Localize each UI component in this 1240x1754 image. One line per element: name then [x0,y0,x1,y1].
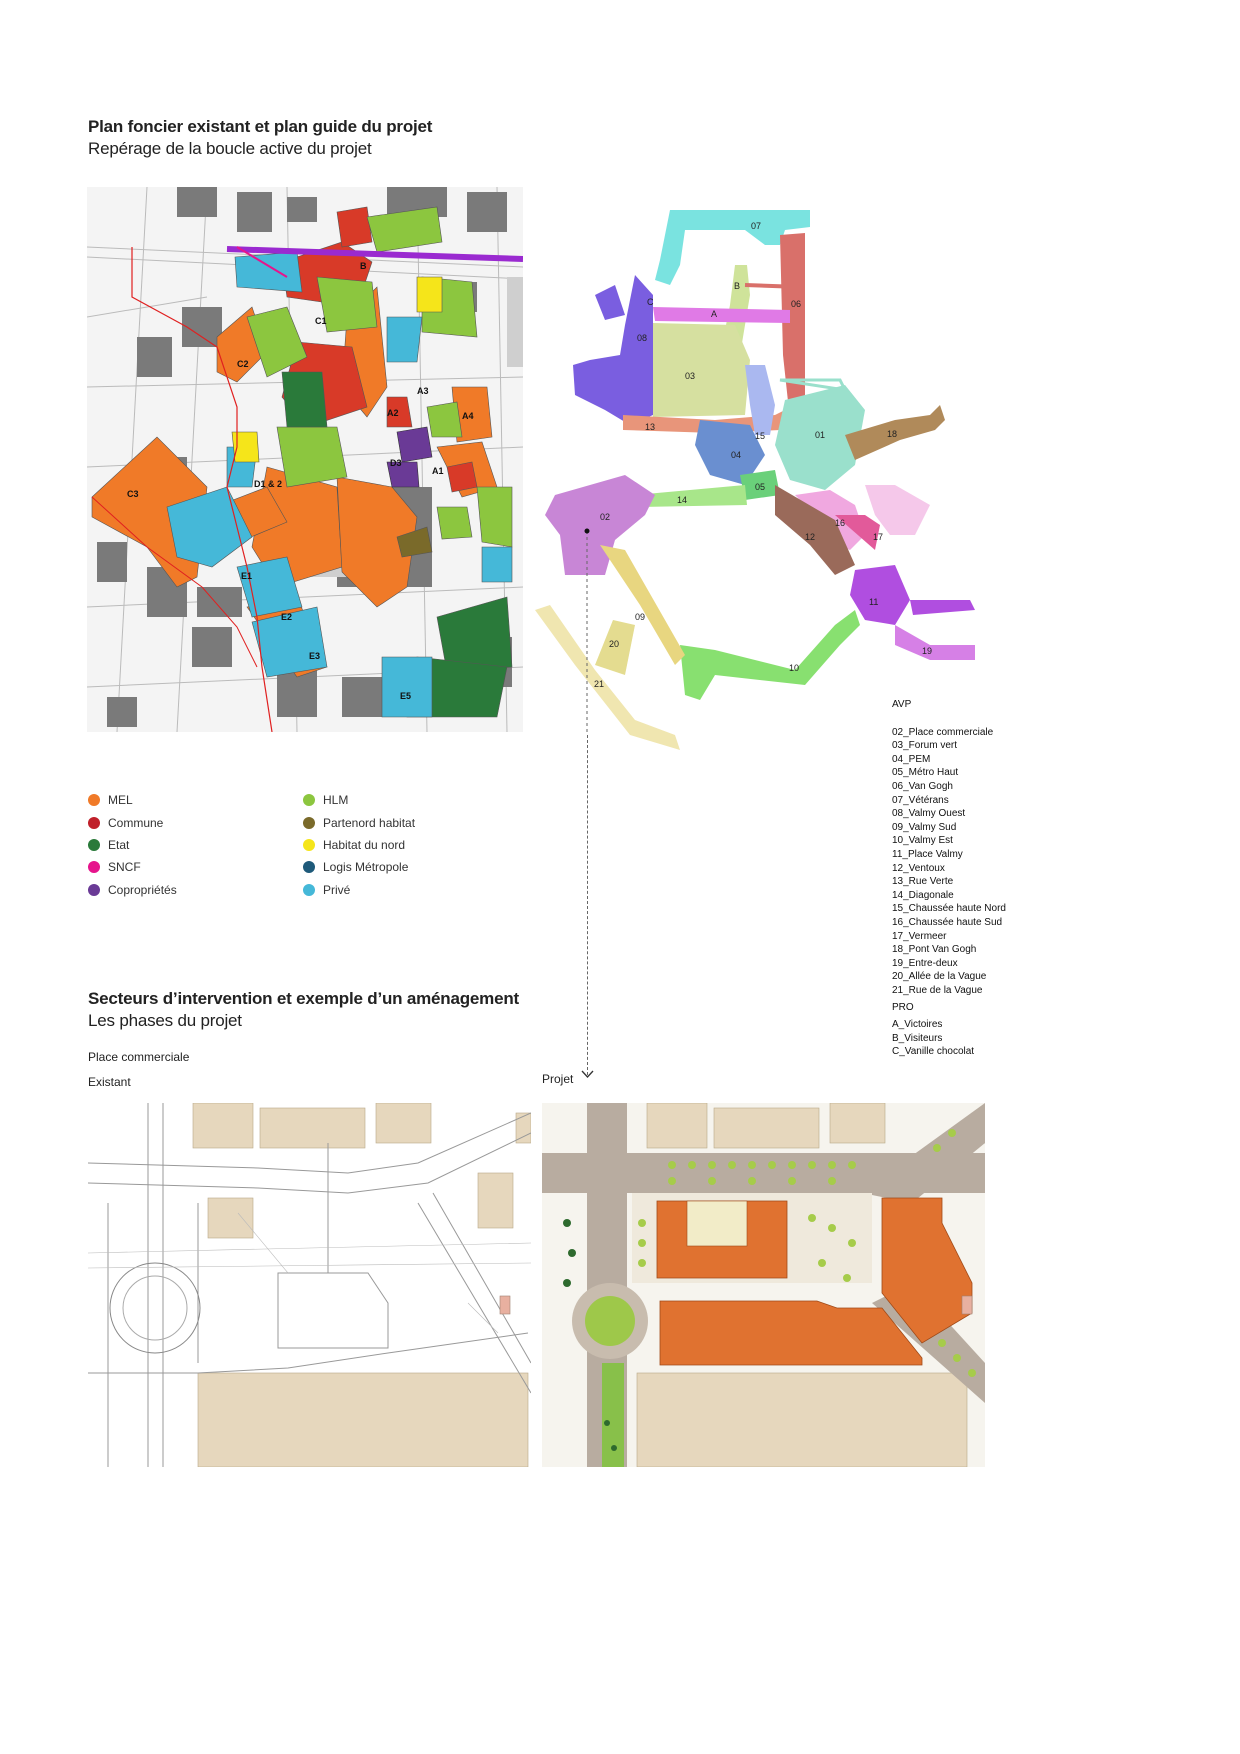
guide-label-18: 18 [887,429,898,439]
avp-item: 05_Métro Haut [892,767,959,779]
connector-dashed-line [587,735,588,1075]
legend-swatch [88,817,100,829]
avp-item: 20_Allée de la Vague [892,971,987,983]
guide-label-03: 03 [685,371,696,381]
guide-label-21: 21 [594,679,605,689]
guide-label-06: 06 [791,299,802,309]
avp-item: 17_Vermeer [892,930,947,942]
guide-plan [535,205,980,750]
land-label-C1: C1 [315,316,327,326]
pro-item: B_Visiteurs [892,1032,943,1044]
land-map-svg [87,187,523,732]
avp-item: 14_Diagonale [892,889,954,901]
legend-swatch [88,861,100,873]
section1-title: Plan foncier existant et plan guide du projet [88,117,433,136]
guide-label-09: 09 [635,612,646,622]
avp-item: 10_Valmy Est [892,835,953,847]
land-label-A3: A3 [417,386,429,396]
existing-label: Existant [88,1075,131,1089]
land-label-D1-2: D1 & 2 [254,479,283,489]
guide-label-20: 20 [609,639,620,649]
avp-item: 11_Place Valmy [892,848,963,860]
avp-list [892,698,1006,1059]
existing-plan-svg [88,1103,531,1467]
avp-item: 12_Ventoux [892,862,945,874]
avp-item: 08_Valmy Ouest [892,808,966,820]
legend-swatch [88,794,100,806]
land-label-D3: D3 [390,458,402,468]
pro-item: C_Vanille chocolat [892,1046,975,1058]
existing-plan [88,1103,531,1467]
land-label-E2: E2 [281,612,293,622]
guide-label-01: 01 [815,430,826,440]
section1-subtitle: Repérage de la boucle active du projet [88,139,372,158]
guide-label-02: 02 [600,512,611,522]
guide-label-07: 07 [751,221,762,231]
guide-label-12: 12 [805,532,816,542]
guide-label-13: 13 [645,422,656,432]
land-ownership-map [87,187,523,732]
avp-item: 16_Chaussée haute Sud [892,916,1003,928]
project-label: Projet [542,1072,574,1086]
avp-item: 18_Pont Van Gogh [892,944,977,956]
place-label: Place commerciale [88,1050,190,1064]
legend-swatch [303,884,315,896]
avp-item: 06_Van Gogh [892,780,953,792]
legend-swatch [303,861,315,873]
guide-label-11: 11 [869,597,879,607]
legend-swatch [88,884,100,896]
avp-item: 03_Forum vert [892,740,958,752]
avp-item: 19_Entre-deux [892,957,958,969]
avp-item: 15_Chaussée haute Nord [892,903,1006,915]
legend-swatch [303,839,315,851]
guide-label-05: 05 [755,482,766,492]
pro-heading: PRO [892,1002,914,1014]
guide-label-C: C [647,297,654,307]
land-label-E3: E3 [309,651,321,661]
avp-item: 21_Rue de la Vague [892,984,983,996]
section2-title: Secteurs d’intervention et exemple d’un aménagement [88,989,519,1008]
avp-item: 02_Place commerciale [892,726,994,738]
land-label-E1: E1 [241,571,253,581]
guide-label-A: A [711,309,718,319]
guide-label-15: 15 [755,431,766,441]
land-label-E5: E5 [400,691,412,701]
land-label-A2: A2 [387,408,399,418]
legend-swatch [88,839,100,851]
guide-label-19: 19 [922,646,933,656]
section2-subtitle: Les phases du projet [88,1011,242,1030]
land-label-C2: C2 [237,359,249,369]
guide-label-10: 10 [789,663,800,673]
legend-swatch [303,817,315,829]
land-label-A4: A4 [462,411,474,421]
land-label-C3: C3 [127,489,139,499]
pro-item: A_Victoires [892,1019,943,1031]
guide-plan-svg [535,205,980,750]
guide-label-04: 04 [731,450,742,460]
land-label-B: B [360,261,367,271]
avp-heading: AVP [892,699,912,710]
avp-item: 07_Vétérans [892,794,949,806]
project-plan [542,1103,985,1467]
guide-label-08: 08 [637,333,648,343]
chevron-down-icon [581,1068,594,1081]
legend-swatch [303,794,315,806]
land-label-A1: A1 [432,466,444,476]
guide-label-14: 14 [677,495,688,505]
guide-label-17: 17 [873,532,884,542]
guide-label-B: B [734,281,741,291]
avp-item: 13_Rue Verte [892,876,954,888]
avp-item: 04_PEM [892,753,931,765]
avp-item: 09_Valmy Sud [892,821,957,833]
project-plan-svg [542,1103,985,1467]
guide-label-16: 16 [835,518,846,528]
